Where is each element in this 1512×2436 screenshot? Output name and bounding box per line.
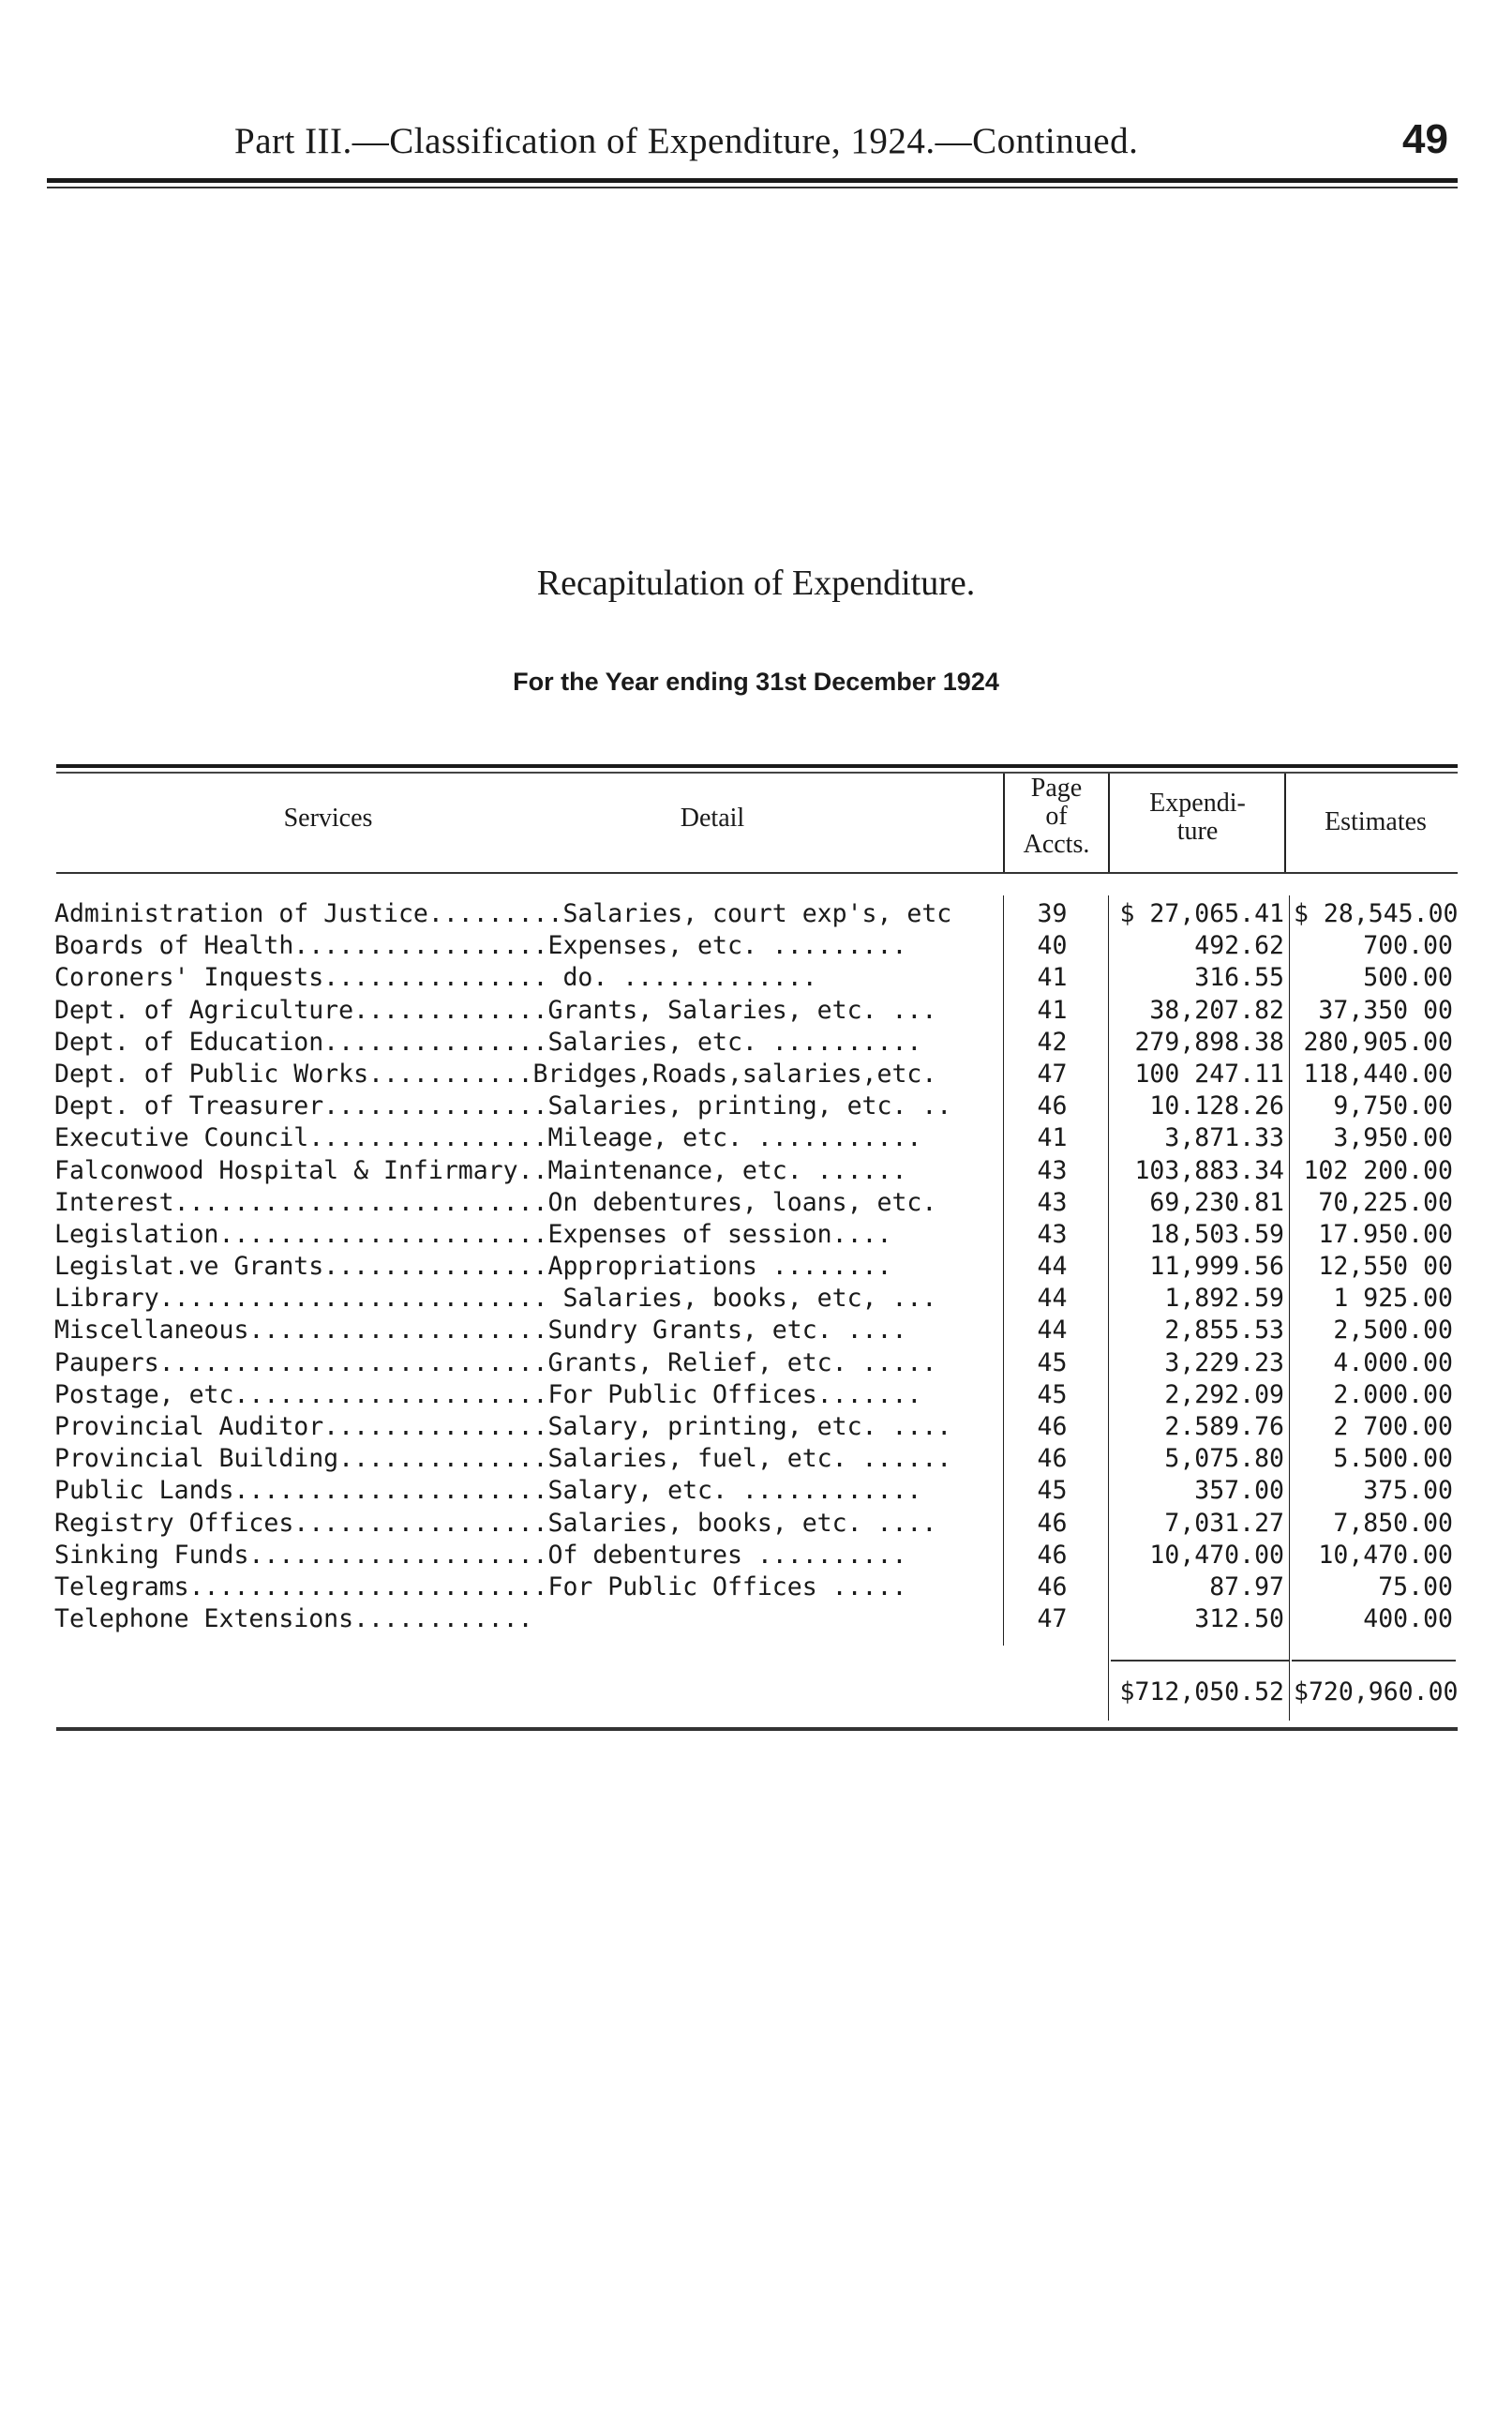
row-expenditure: 312.50 xyxy=(1194,1604,1284,1634)
row-service-detail: Dept. of Education...............Salaries, etc. .......... xyxy=(54,1027,922,1057)
row-expenditure: 2.589.76 xyxy=(1164,1412,1284,1441)
row-expenditure: 492.62 xyxy=(1194,931,1284,961)
row-service-detail: Library.......................... Salaries, books, etc, ... xyxy=(54,1284,937,1314)
table-row xyxy=(0,1379,1512,1411)
row-service-detail: Legislat.ve Grants...............Appropriations ........ xyxy=(54,1252,892,1282)
row-service-detail: Paupers..........................Grants, Relief, etc. ..... xyxy=(54,1347,937,1377)
document-title: Recapitulation of Expenditure. xyxy=(536,564,976,603)
row-estimate: 700.00 xyxy=(1363,931,1453,961)
table-row xyxy=(0,1155,1512,1187)
row-estimate: 9,750.00 xyxy=(1333,1091,1453,1121)
page-number: 49 xyxy=(1402,116,1448,162)
row-service-detail: Executive Council................Mileage, etc. ........... xyxy=(54,1123,922,1153)
row-expenditure: 103,883.34 xyxy=(1134,1155,1284,1185)
row-expenditure: 3,871.33 xyxy=(1164,1123,1284,1153)
row-expenditure: $ 27,065.41 xyxy=(1119,899,1284,928)
column-header-services: Services xyxy=(283,804,373,833)
row-service-detail: Registry Offices.................Salaries, books, etc. .... xyxy=(54,1508,937,1538)
row-estimate: 280,905.00 xyxy=(1303,1027,1453,1057)
row-estimate: 3,950.00 xyxy=(1333,1123,1453,1153)
row-expenditure: 357.00 xyxy=(1194,1476,1284,1506)
table-row xyxy=(0,1059,1512,1090)
row-service-detail: Postage, etc.....................For Public Offices....... xyxy=(54,1379,922,1409)
column-header-detail: Detail xyxy=(680,804,745,833)
row-page: 46 xyxy=(1037,1091,1068,1121)
row-estimate: 17.950.00 xyxy=(1318,1219,1453,1249)
row-page: 43 xyxy=(1037,1155,1068,1185)
row-estimate: 2,500.00 xyxy=(1333,1316,1453,1346)
row-estimate: 1 925.00 xyxy=(1333,1284,1453,1314)
row-estimate: 7,850.00 xyxy=(1333,1508,1453,1538)
row-estimate: $ 28,545.00 xyxy=(1294,899,1459,928)
row-page: 47 xyxy=(1037,1604,1068,1634)
row-service-detail: Legislation......................Expenses of session.... xyxy=(54,1219,892,1249)
column-header-page-line2: of xyxy=(1045,802,1068,831)
row-estimate: 102 200.00 xyxy=(1303,1155,1453,1185)
table-row xyxy=(0,1475,1512,1507)
row-service-detail: Miscellaneous....................Sundry Grants, etc. .... xyxy=(54,1316,907,1346)
row-service-detail: Boards of Health.................Expenses, etc. ......... xyxy=(54,931,907,961)
row-page: 46 xyxy=(1037,1412,1068,1441)
page-header-title: Part III.—Classification of Expenditure, 1924.—Continued. xyxy=(234,121,1139,161)
row-page: 44 xyxy=(1037,1284,1068,1314)
header-rule xyxy=(47,178,1458,183)
table-row xyxy=(0,1540,1512,1571)
row-page: 44 xyxy=(1037,1316,1068,1346)
header-rule-thin xyxy=(47,187,1458,188)
row-estimate: 5.500.00 xyxy=(1333,1444,1453,1474)
table-row xyxy=(0,1090,1512,1122)
column-header-page xyxy=(1005,774,1108,859)
row-expenditure: 279,898.38 xyxy=(1134,1027,1284,1057)
table-row xyxy=(0,1347,1512,1379)
row-service-detail: Interest.........................On debentures, loans, etc. xyxy=(54,1187,937,1217)
table-row xyxy=(0,1603,1512,1635)
table-row xyxy=(0,995,1512,1027)
table-row xyxy=(0,1315,1512,1346)
row-service-detail: Falconwood Hospital & Infirmary..Maintenance, etc. ...... xyxy=(54,1155,907,1185)
row-estimate: 75.00 xyxy=(1378,1571,1453,1601)
row-expenditure: 1,892.59 xyxy=(1164,1284,1284,1314)
column-header-exp-line1: Expendi- xyxy=(1149,789,1246,818)
row-service-detail: Dept. of Public Works...........Bridges,Roads,salaries,etc. xyxy=(54,1059,937,1089)
row-service-detail: Telephone Extensions............ xyxy=(54,1604,533,1634)
row-page: 41 xyxy=(1037,1123,1068,1153)
row-page: 43 xyxy=(1037,1219,1068,1249)
row-expenditure: 69,230.81 xyxy=(1149,1187,1284,1217)
table-bottom-rule xyxy=(56,1727,1458,1731)
row-expenditure: 10.128.26 xyxy=(1149,1091,1284,1121)
table-row xyxy=(0,1283,1512,1315)
row-service-detail: Public Lands.....................Salary, etc. ............ xyxy=(54,1476,922,1506)
header-divider-exp xyxy=(1108,774,1110,874)
table-row xyxy=(0,1027,1512,1059)
row-service-detail: Provincial Auditor...............Salary, printing, etc. .... xyxy=(54,1412,952,1441)
row-estimate: 500.00 xyxy=(1363,963,1453,993)
table-row xyxy=(0,1443,1512,1475)
table-row xyxy=(0,1122,1512,1154)
row-estimate: 2 700.00 xyxy=(1333,1412,1453,1441)
row-page: 46 xyxy=(1037,1540,1068,1570)
total-expenditure: $712,050.52 xyxy=(1119,1677,1284,1707)
row-estimate: 4.000.00 xyxy=(1333,1347,1453,1377)
row-expenditure: 3,229.23 xyxy=(1164,1347,1284,1377)
row-service-detail: Coroners' Inquests............... do. ............. xyxy=(54,963,817,993)
table-row xyxy=(0,1251,1512,1283)
row-estimate: 37,350 00 xyxy=(1318,995,1453,1025)
table-row xyxy=(0,1411,1512,1443)
header-divider-est xyxy=(1284,774,1286,874)
column-header-exp-line2: ture xyxy=(1176,817,1219,846)
row-estimate: 2.000.00 xyxy=(1333,1379,1453,1409)
row-page: 45 xyxy=(1037,1347,1068,1377)
row-expenditure: 87.97 xyxy=(1209,1571,1284,1601)
row-estimate: 118,440.00 xyxy=(1303,1059,1453,1089)
row-page: 45 xyxy=(1037,1379,1068,1409)
row-expenditure: 38,207.82 xyxy=(1149,995,1284,1025)
table-row xyxy=(0,1571,1512,1603)
row-service-detail: Dept. of Treasurer...............Salaries, printing, etc. .. xyxy=(54,1091,952,1121)
row-page: 46 xyxy=(1037,1508,1068,1538)
table-row xyxy=(0,898,1512,930)
page-header xyxy=(47,116,1458,176)
document-subtitle: For the Year ending 31st December 1924 xyxy=(513,668,999,696)
row-page: 39 xyxy=(1037,899,1068,928)
total-rule-expenditure xyxy=(1111,1660,1289,1662)
table-row xyxy=(0,1187,1512,1219)
row-expenditure: 10,470.00 xyxy=(1149,1540,1284,1570)
row-estimate: 70,225.00 xyxy=(1318,1187,1453,1217)
row-service-detail: Administration of Justice.........Salaries, court exp's, etc xyxy=(54,899,952,928)
row-expenditure: 18,503.59 xyxy=(1149,1219,1284,1249)
table-row xyxy=(0,962,1512,994)
table-row xyxy=(0,1508,1512,1540)
row-service-detail: Dept. of Agriculture.............Grants, Salaries, etc. ... xyxy=(54,995,937,1025)
row-expenditure: 316.55 xyxy=(1194,963,1284,993)
row-estimate: 400.00 xyxy=(1363,1604,1453,1634)
row-page: 40 xyxy=(1037,931,1068,961)
row-page: 46 xyxy=(1037,1571,1068,1601)
column-header-page-line1: Page xyxy=(1030,774,1083,803)
row-expenditure: 2,855.53 xyxy=(1164,1316,1284,1346)
total-estimate: $720,960.00 xyxy=(1294,1677,1459,1707)
row-page: 44 xyxy=(1037,1252,1068,1282)
column-header-page-line3: Accts. xyxy=(1023,830,1090,859)
row-expenditure: 5,075.80 xyxy=(1164,1444,1284,1474)
row-estimate: 12,550 00 xyxy=(1318,1252,1453,1282)
row-page: 46 xyxy=(1037,1444,1068,1474)
row-service-detail: Provincial Building..............Salaries, fuel, etc. ...... xyxy=(54,1444,952,1474)
row-service-detail: Sinking Funds....................Of debentures .......... xyxy=(54,1540,907,1570)
row-page: 47 xyxy=(1037,1059,1068,1089)
column-header-expenditure xyxy=(1111,789,1284,846)
column-header-estimates: Estimates xyxy=(1325,807,1427,836)
row-page: 41 xyxy=(1037,995,1068,1025)
row-estimate: 10,470.00 xyxy=(1318,1540,1453,1570)
table-row xyxy=(0,930,1512,962)
row-page: 45 xyxy=(1037,1476,1068,1506)
row-page: 42 xyxy=(1037,1027,1068,1057)
row-expenditure: 11,999.56 xyxy=(1149,1252,1284,1282)
row-estimate: 375.00 xyxy=(1363,1476,1453,1506)
table-top-rule xyxy=(56,764,1458,768)
row-page: 41 xyxy=(1037,963,1068,993)
table-header-rule xyxy=(56,872,1458,874)
row-expenditure: 7,031.27 xyxy=(1164,1508,1284,1538)
table-row xyxy=(0,1219,1512,1251)
row-page: 43 xyxy=(1037,1187,1068,1217)
row-expenditure: 2,292.09 xyxy=(1164,1379,1284,1409)
row-service-detail: Telegrams........................For Public Offices ..... xyxy=(54,1571,907,1601)
table-body xyxy=(0,898,1512,1635)
row-expenditure: 100 247.11 xyxy=(1134,1059,1284,1089)
total-rule-estimate xyxy=(1292,1660,1456,1662)
table-top-rule-thin xyxy=(56,772,1458,774)
